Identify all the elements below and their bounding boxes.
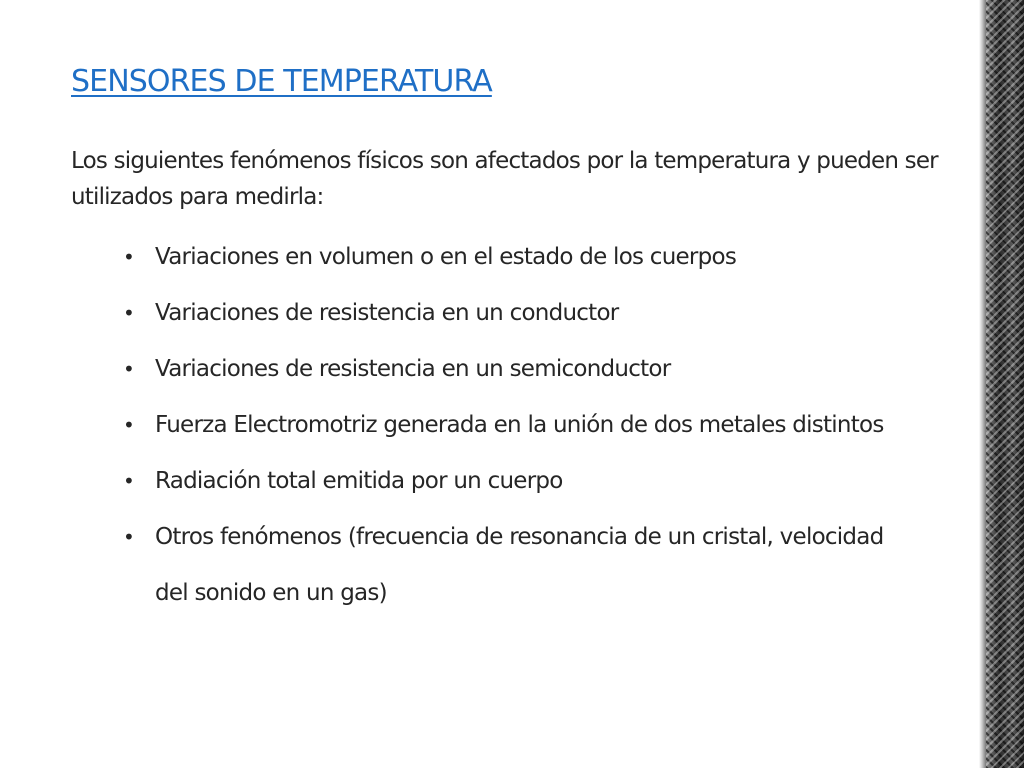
list-item	[123, 341, 903, 397]
bullet-icon: •	[123, 301, 135, 325]
intro-paragraph: Los siguientes fenómenos físicos son afectados por la temperatura y pueden ser utilizados para medirla:	[71, 148, 938, 210]
slide-content	[71, 0, 961, 768]
bullet-text: Variaciones en volumen o en el estado de los cuerpos	[155, 244, 737, 270]
decorative-side-border	[986, 0, 1024, 768]
bullet-text: Otros fenómenos (frecuencia de resonancia de un cristal, velocidad del sonido en un gas)	[155, 524, 884, 606]
list-item	[123, 285, 903, 341]
decorative-border-edge	[979, 0, 986, 768]
bullet-icon: •	[123, 525, 135, 549]
slide-title[interactable]: SENSORES DE TEMPERATURA	[71, 64, 492, 99]
list-item	[123, 229, 903, 285]
list-item	[123, 397, 903, 453]
bullet-list	[123, 229, 903, 621]
bullet-icon: •	[123, 469, 135, 493]
bullet-text: Radiación total emitida por un cuerpo	[155, 468, 563, 494]
bullet-text: Variaciones de resistencia en un conductor	[155, 300, 619, 326]
list-item	[123, 453, 903, 509]
bullet-icon: •	[123, 357, 135, 381]
bullet-icon: •	[123, 245, 135, 269]
bullet-text: Fuerza Electromotriz generada en la unión de dos metales distintos	[155, 412, 884, 438]
bullet-text: Variaciones de resistencia en un semiconductor	[155, 356, 671, 382]
list-item	[123, 509, 903, 621]
bullet-icon: •	[123, 413, 135, 437]
